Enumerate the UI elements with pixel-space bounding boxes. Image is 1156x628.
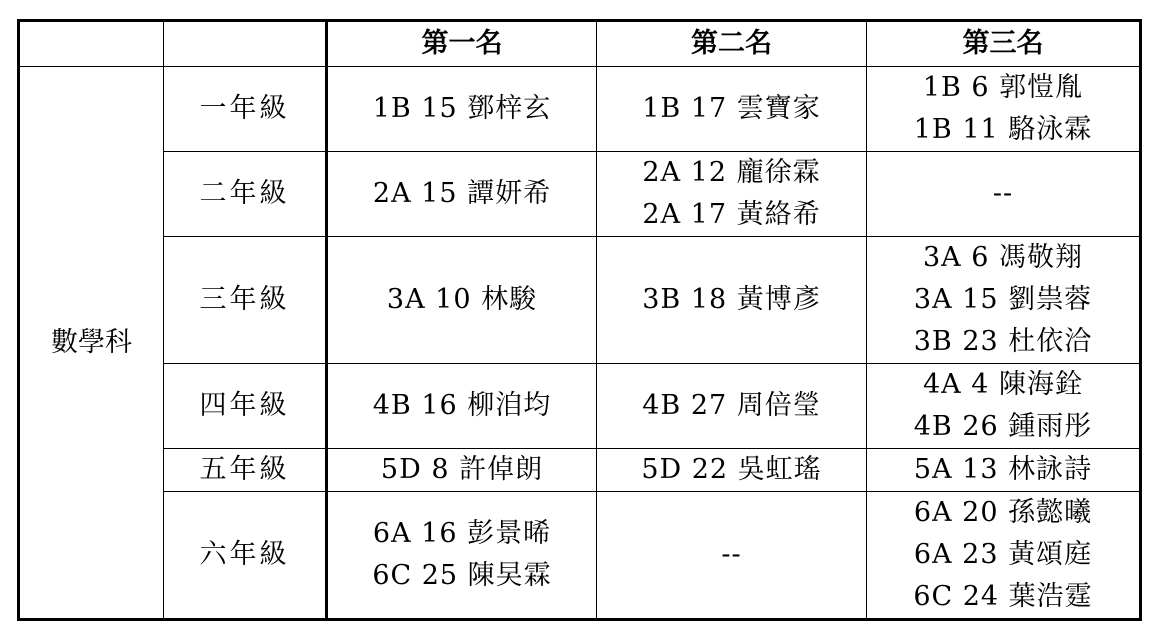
table-row <box>19 364 1141 449</box>
first-place-cell <box>327 449 597 492</box>
empty-marker: -- <box>721 539 742 570</box>
grade-cell: 二年級 <box>164 152 327 237</box>
header-second-place: 第二名 <box>597 21 867 67</box>
header-corner-subject <box>19 21 164 67</box>
first-place-cell <box>327 364 597 449</box>
third-place-cell <box>867 449 1141 492</box>
winner-entry: 6A 20 孫懿曦 <box>913 497 1093 528</box>
first-place-cell <box>327 67 597 152</box>
winner-entry: 3A 6 馮敬翔 <box>922 242 1084 273</box>
third-place-cell <box>867 152 1141 237</box>
winner-entry: 6A 16 彭景晞 <box>372 518 552 549</box>
header-corner-grade <box>164 21 327 67</box>
winner-entry: 3A 15 劉祟蓉 <box>913 284 1093 315</box>
header-row <box>19 21 1141 67</box>
winner-entry: 4B 16 柳洎均 <box>372 390 552 421</box>
winner-entry: 5D 8 許倬朗 <box>380 454 544 485</box>
winner-entry: 3A 10 林駿 <box>386 284 538 315</box>
second-place-cell <box>597 449 867 492</box>
winner-entry: 6C 25 陳旲霖 <box>372 560 552 591</box>
subject-cell: 數學科 <box>19 67 164 620</box>
table-row <box>19 449 1141 492</box>
winner-entry: 4A 4 陳海銓 <box>922 369 1084 400</box>
grade-cell: 一年級 <box>164 67 327 152</box>
first-place-cell <box>327 152 597 237</box>
grade-cell: 六年級 <box>164 492 327 620</box>
header-first-place: 第一名 <box>327 21 597 67</box>
third-place-cell <box>867 364 1141 449</box>
table-row <box>19 237 1141 364</box>
first-place-cell <box>327 237 597 364</box>
winner-entry: 2A 17 黃絡希 <box>642 199 821 230</box>
winner-entry: 4B 26 鍾雨彤 <box>913 411 1093 442</box>
winner-entry: 3B 18 黃博彥 <box>642 284 821 315</box>
winner-entry: 6C 24 葉浩霆 <box>913 581 1093 612</box>
grade-cell: 四年級 <box>164 364 327 449</box>
header-third-place: 第三名 <box>867 21 1141 67</box>
empty-marker: -- <box>992 178 1014 209</box>
second-place-cell <box>597 364 867 449</box>
winner-entry: 1B 17 雲寶家 <box>642 93 821 124</box>
second-place-cell <box>597 237 867 364</box>
winner-entry: 1B 15 鄧梓玄 <box>372 93 552 124</box>
first-place-cell <box>327 492 597 620</box>
grade-cell: 三年級 <box>164 237 327 364</box>
winner-entry: 5A 13 林詠詩 <box>913 454 1093 485</box>
winner-entry: 6A 23 黃頌庭 <box>913 539 1093 570</box>
winner-entry: 2A 15 譚妍希 <box>372 178 552 209</box>
table-row <box>19 492 1141 620</box>
grade-cell: 五年級 <box>164 449 327 492</box>
math-awards-table <box>17 19 1142 621</box>
table-row <box>19 152 1141 237</box>
second-place-cell <box>597 492 867 620</box>
winner-entry: 4B 27 周倍瑩 <box>642 390 821 421</box>
winner-entry: 5D 22 吳虹瑤 <box>641 454 822 485</box>
second-place-cell <box>597 67 867 152</box>
third-place-cell <box>867 67 1141 152</box>
winner-entry: 1B 11 駱泳霖 <box>913 114 1093 145</box>
winner-entry: 2A 12 龐徐霖 <box>642 157 821 188</box>
winner-entry: 3B 23 杜依洽 <box>913 326 1093 357</box>
second-place-cell <box>597 152 867 237</box>
third-place-cell <box>867 237 1141 364</box>
winner-entry: 1B 6 郭愷胤 <box>922 72 1084 103</box>
third-place-cell <box>867 492 1141 620</box>
table-row <box>19 67 1141 152</box>
